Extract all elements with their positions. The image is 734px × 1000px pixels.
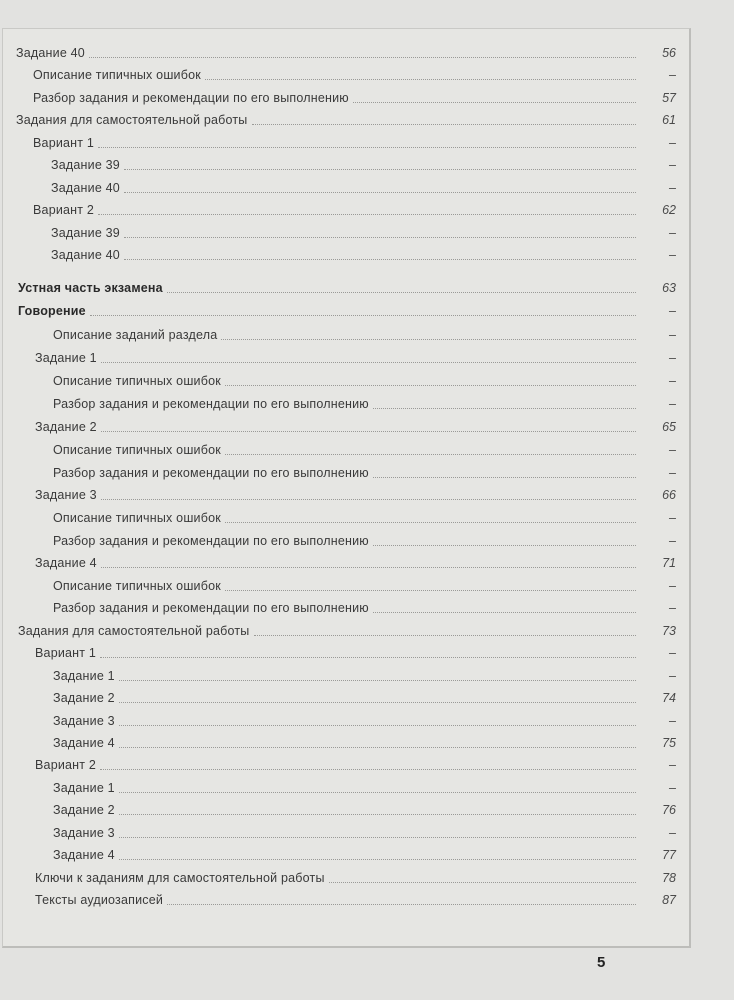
toc-entry xyxy=(33,87,676,109)
toc-entry-label: Задание 4 xyxy=(53,736,115,750)
toc-entry-page: 57 xyxy=(662,91,676,105)
toc-entry-label: Задания для самостоятельной работы xyxy=(18,624,250,638)
toc-entry-label: Задание 4 xyxy=(35,556,97,570)
toc-entry xyxy=(53,324,676,346)
toc-entry-page: – xyxy=(669,158,676,172)
dot-leader xyxy=(100,657,636,658)
toc-entry xyxy=(53,530,676,552)
toc-entry xyxy=(18,620,676,642)
dot-leader xyxy=(167,292,636,293)
toc-entry xyxy=(53,844,676,866)
toc-entry-page: – xyxy=(669,68,676,82)
toc-entry-label: Вариант 2 xyxy=(35,758,97,772)
toc-entry-label: Задания для самостоятельной работы xyxy=(16,113,248,127)
toc-entry-label: Описание типичных ошибок xyxy=(53,579,221,593)
dot-leader xyxy=(205,79,636,80)
dot-leader xyxy=(119,837,636,838)
toc-entry-page: – xyxy=(669,534,676,548)
dot-leader xyxy=(101,362,636,363)
toc-entry-page: 66 xyxy=(662,488,676,502)
toc-entry xyxy=(53,575,676,597)
toc-entry-label: Описание типичных ошибок xyxy=(53,443,221,457)
toc-entry-label: Задание 1 xyxy=(53,781,115,795)
toc-entry-page: – xyxy=(669,646,676,660)
toc-entry-page: – xyxy=(669,669,676,683)
toc-entry xyxy=(35,416,676,438)
toc-entry xyxy=(35,754,676,776)
dot-leader xyxy=(221,339,636,340)
toc-entry-page: – xyxy=(669,714,676,728)
toc-entry xyxy=(53,370,676,392)
toc-entry-page: – xyxy=(669,579,676,593)
toc-entry-page: 61 xyxy=(662,113,676,127)
dot-leader xyxy=(124,237,636,238)
toc-entry-page: 78 xyxy=(662,871,676,885)
toc-entry-page: – xyxy=(669,443,676,457)
dot-leader xyxy=(373,408,636,409)
toc-entry-page: – xyxy=(669,304,676,318)
toc-entry-label: Вариант 2 xyxy=(33,203,95,217)
toc-entry-page: 74 xyxy=(662,691,676,705)
dot-leader xyxy=(373,545,636,546)
toc-entry-label: Устная часть экзамена xyxy=(18,281,163,295)
toc-entry xyxy=(51,177,676,199)
toc-entry-label: Задание 3 xyxy=(53,826,115,840)
dot-leader xyxy=(373,612,636,613)
toc-entry xyxy=(51,244,676,266)
toc-entry-label: Разбор задания и рекомендации по его выполнению xyxy=(53,534,369,548)
toc-entry-page: – xyxy=(669,328,676,342)
toc-entry xyxy=(33,199,676,221)
dot-leader xyxy=(119,725,636,726)
dot-leader xyxy=(373,477,636,478)
toc-entry-page: – xyxy=(669,374,676,388)
toc-entry-page: – xyxy=(669,466,676,480)
toc-entry xyxy=(51,154,676,176)
toc-entry xyxy=(53,507,676,529)
dot-leader xyxy=(119,792,636,793)
toc-entry-page: – xyxy=(669,601,676,615)
dot-leader xyxy=(101,431,636,432)
toc-entry xyxy=(53,799,676,821)
toc-entry xyxy=(51,222,676,244)
dot-leader xyxy=(101,567,636,568)
dot-leader xyxy=(254,635,637,636)
toc-entry xyxy=(53,462,676,484)
toc-entry-label: Задание 2 xyxy=(53,803,115,817)
toc-entry-label: Задание 40 xyxy=(51,248,120,262)
toc-entry xyxy=(35,642,676,664)
toc-entry-page: – xyxy=(669,826,676,840)
dot-leader xyxy=(167,904,636,905)
dot-leader xyxy=(98,147,636,148)
dot-leader xyxy=(119,814,636,815)
toc-entry xyxy=(33,64,676,86)
toc-entry-label: Говорение xyxy=(18,304,86,318)
dot-leader xyxy=(225,522,636,523)
toc-entry-page: – xyxy=(669,397,676,411)
dot-leader xyxy=(119,747,636,748)
dot-leader xyxy=(353,102,636,103)
toc-entry-page: – xyxy=(669,248,676,262)
toc-entry-page: 56 xyxy=(662,46,676,60)
toc-entry-label: Разбор задания и рекомендации по его выполнению xyxy=(53,397,369,411)
toc-entry-page: 62 xyxy=(662,203,676,217)
dot-leader xyxy=(124,192,636,193)
toc-entry-label: Задание 3 xyxy=(35,488,97,502)
toc-entry xyxy=(53,665,676,687)
toc-entry-label: Задание 3 xyxy=(53,714,115,728)
toc-entry-label: Описание заданий раздела xyxy=(53,328,218,342)
toc-entry-label: Задание 40 xyxy=(51,181,120,195)
toc-entry-label: Задание 40 xyxy=(16,46,85,60)
toc-entry-page: 65 xyxy=(662,420,676,434)
toc-entry-page: 71 xyxy=(662,556,676,570)
toc-entry-label: Задание 4 xyxy=(53,848,115,862)
toc-entry-label: Задание 2 xyxy=(35,420,97,434)
dot-leader xyxy=(100,769,636,770)
toc-entry-label: Задание 1 xyxy=(35,351,97,365)
dot-leader xyxy=(101,499,636,500)
dot-leader xyxy=(225,454,636,455)
toc-entry xyxy=(16,42,676,64)
toc-entry xyxy=(35,889,676,911)
toc-entry-page: – xyxy=(669,758,676,772)
page-number: 5 xyxy=(597,954,606,971)
dot-leader xyxy=(124,169,636,170)
dot-leader xyxy=(329,882,636,883)
dot-leader xyxy=(89,57,636,58)
toc-entry xyxy=(35,867,676,889)
toc-entry-page: 77 xyxy=(662,848,676,862)
toc-entry-page: – xyxy=(669,181,676,195)
toc-entry xyxy=(35,347,676,369)
dot-leader xyxy=(124,259,636,260)
toc-entry-label: Вариант 1 xyxy=(35,646,97,660)
toc-entry xyxy=(53,822,676,844)
toc-entry xyxy=(53,597,676,619)
toc-entry-page: 63 xyxy=(662,281,676,295)
dot-leader xyxy=(225,590,636,591)
toc-entry-label: Описание типичных ошибок xyxy=(33,68,201,82)
toc-entry-label: Разбор задания и рекомендации по его выполнению xyxy=(33,91,349,105)
toc-entry-label: Задание 2 xyxy=(53,691,115,705)
toc-entry xyxy=(53,710,676,732)
toc-entry xyxy=(33,132,676,154)
toc-entry-page: – xyxy=(669,226,676,240)
dot-leader xyxy=(98,214,636,215)
dot-leader xyxy=(225,385,636,386)
toc-entry xyxy=(35,552,676,574)
toc-entry xyxy=(53,777,676,799)
toc-entry xyxy=(53,732,676,754)
toc-entry-page: – xyxy=(669,511,676,525)
toc-entry-page: – xyxy=(669,781,676,795)
toc-entry-label: Разбор задания и рекомендации по его выполнению xyxy=(53,466,369,480)
toc-entry xyxy=(53,393,676,415)
toc-entry xyxy=(16,109,676,131)
toc-entry xyxy=(18,300,676,322)
toc-entry-page: – xyxy=(669,351,676,365)
dot-leader xyxy=(90,315,636,316)
toc-entry-label: Разбор задания и рекомендации по его выполнению xyxy=(53,601,369,615)
toc-entry-page: – xyxy=(669,136,676,150)
dot-leader xyxy=(119,859,636,860)
toc-entry-label: Описание типичных ошибок xyxy=(53,374,221,388)
toc-entry xyxy=(53,439,676,461)
toc-entry-label: Задание 1 xyxy=(53,669,115,683)
toc-entry-label: Описание типичных ошибок xyxy=(53,511,221,525)
toc-entry-label: Задание 39 xyxy=(51,158,120,172)
toc-entry-label: Ключи к заданиям для самостоятельной работы xyxy=(35,871,325,885)
toc-entry xyxy=(18,277,676,299)
dot-leader xyxy=(119,702,636,703)
toc-entry-page: 73 xyxy=(662,624,676,638)
toc-entry-page: 76 xyxy=(662,803,676,817)
dot-leader xyxy=(119,680,636,681)
dot-leader xyxy=(252,124,637,125)
toc-entry-page: 87 xyxy=(662,893,676,907)
toc-entry-label: Задание 39 xyxy=(51,226,120,240)
toc-entry-label: Тексты аудиозаписей xyxy=(35,893,164,907)
toc-entry xyxy=(35,484,676,506)
toc-entry-label: Вариант 1 xyxy=(33,136,95,150)
toc-entry xyxy=(53,687,676,709)
toc-entry-page: 75 xyxy=(662,736,676,750)
